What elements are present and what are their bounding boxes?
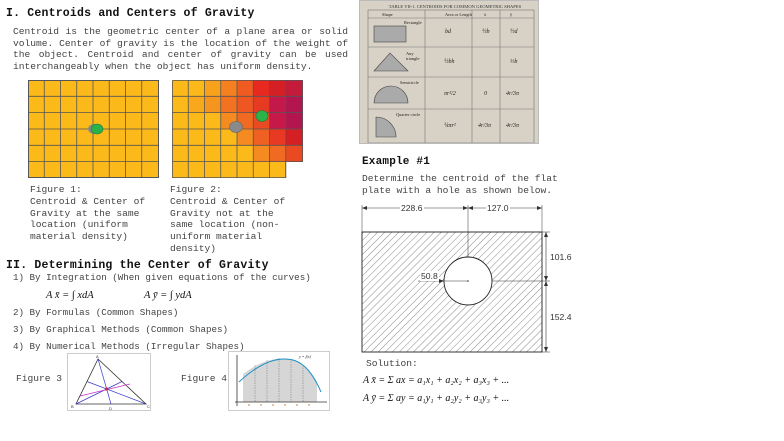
integral-y-equation: A ȳ = ∫ ydA bbox=[144, 290, 192, 301]
svg-text:C: C bbox=[147, 404, 150, 409]
table-title: TABLE VII-1. CENTROIDS FOR COMMON GEOMETRIC SHAPES bbox=[388, 4, 522, 9]
figure2-caption-line: Figure 2: bbox=[170, 184, 222, 195]
figure4-curve-label: y = f(x) bbox=[299, 354, 312, 359]
dim-radius: 50.8 bbox=[421, 271, 438, 281]
figure2-caption bbox=[170, 184, 285, 255]
figure1-caption-line: location (uniform bbox=[30, 219, 128, 231]
figure4-label: Figure 4 bbox=[181, 373, 228, 384]
quarter-circle-area: ¼πr² bbox=[444, 123, 456, 129]
dim-bottom-height: 152.4 bbox=[550, 312, 572, 322]
svg-text:B: B bbox=[71, 404, 74, 409]
rectangle-area: bd bbox=[445, 29, 451, 35]
figure1-caption-line: Figure 1: bbox=[30, 184, 82, 195]
table-header-y: ȳ bbox=[510, 12, 513, 17]
area-under-curve-svg bbox=[229, 352, 331, 412]
rectangle-y: ½d bbox=[510, 29, 518, 35]
figure1-caption-line: Centroid & Center of bbox=[30, 195, 146, 207]
quarter-circle-y: 4r/3π bbox=[506, 123, 520, 129]
svg-text:D: D bbox=[109, 406, 112, 411]
section2-title: II. Determining the Center of Gravity bbox=[6, 259, 269, 272]
method-integration: 1) By Integration (When given equations of the curves) bbox=[13, 272, 311, 283]
integral-x-equation: A x̄ = ∫ xdA bbox=[46, 290, 94, 301]
semicircle-x: 0 bbox=[484, 91, 487, 97]
solution-equation-x: A x̄ = Σ ax = a₁x₁ + a₂x₂ + a₃x₃ + ... bbox=[363, 375, 510, 386]
semicircle-area: πr²/2 bbox=[444, 91, 456, 97]
figure1-grid-svg bbox=[28, 80, 159, 178]
plate-with-hole-drawing bbox=[358, 202, 584, 354]
figure3-label: Figure 3 bbox=[16, 373, 63, 384]
example-description: Determine the centroid of the flat plate with a hole as shown below. bbox=[362, 173, 558, 196]
table-row-rectangle: Rectangle bbox=[404, 20, 422, 25]
figure2-caption-line: density) bbox=[170, 242, 217, 254]
triangle-medians-svg bbox=[68, 354, 152, 412]
plate-svg bbox=[358, 202, 584, 354]
centroid-table-photo bbox=[359, 0, 539, 144]
dim-top-height: 101.6 bbox=[550, 252, 572, 262]
table-header-x: x̄ bbox=[484, 12, 487, 17]
figure4-area bbox=[228, 351, 330, 411]
table-row-semicircle: Semicircle bbox=[400, 80, 419, 85]
section1-paragraph: Centroid is the geometric center of a plane area or solid volume. Center of gravity is the location of the weight of the object. Centroid and center of gravity can be used interchangeably when the object has uniform density. bbox=[13, 26, 348, 72]
figure2-caption-line: Centroid & Center of bbox=[170, 195, 286, 207]
dim-right-width: 127.0 bbox=[487, 203, 509, 213]
method-formulas: 2) By Formulas (Common Shapes) bbox=[13, 307, 179, 318]
triangle-area: ½bh bbox=[444, 59, 455, 65]
figure2-grid bbox=[172, 80, 303, 178]
rectangle-x: ½b bbox=[482, 29, 490, 35]
svg-text:A: A bbox=[96, 354, 99, 359]
example-title: Example #1 bbox=[362, 156, 431, 168]
triangle-y: ⅓h bbox=[510, 59, 518, 65]
table-header-area: Area or Length bbox=[445, 12, 472, 17]
figure2-caption-line: Gravity not at the bbox=[170, 207, 274, 219]
figure2-grid-svg bbox=[172, 80, 303, 178]
figure2-caption-line: same location (non- bbox=[170, 219, 280, 231]
table-header-shape: Shape bbox=[382, 12, 393, 17]
semicircle-y: 4r/3π bbox=[506, 91, 520, 97]
section1-title: I. Centroids and Centers of Gravity bbox=[6, 7, 255, 20]
figure2-caption-line: uniform material bbox=[170, 231, 263, 243]
figure1-caption bbox=[30, 184, 145, 243]
figure1-grid bbox=[28, 80, 159, 178]
method-graphical: 3) By Graphical Methods (Common Shapes) bbox=[13, 324, 229, 335]
table-row-triangle: Any triangle bbox=[406, 51, 420, 61]
figure3-triangle bbox=[67, 353, 151, 411]
figure1-caption-line: material density) bbox=[30, 231, 128, 243]
quarter-circle-x: 4r/3π bbox=[478, 123, 492, 129]
figure1-caption-line: Gravity at the same bbox=[30, 207, 140, 219]
solution-equation-y: A ȳ = Σ ay = a₁y₁ + a₂y₂ + a₃y₃ + ... bbox=[363, 393, 510, 404]
table-row-quarter-circle: Quarter circle bbox=[396, 112, 421, 117]
solution-label: Solution: bbox=[366, 358, 418, 369]
dim-left-width: 228.6 bbox=[401, 203, 423, 213]
method-numerical: 4) By Numerical Methods (Irregular Shapes) bbox=[13, 341, 245, 352]
